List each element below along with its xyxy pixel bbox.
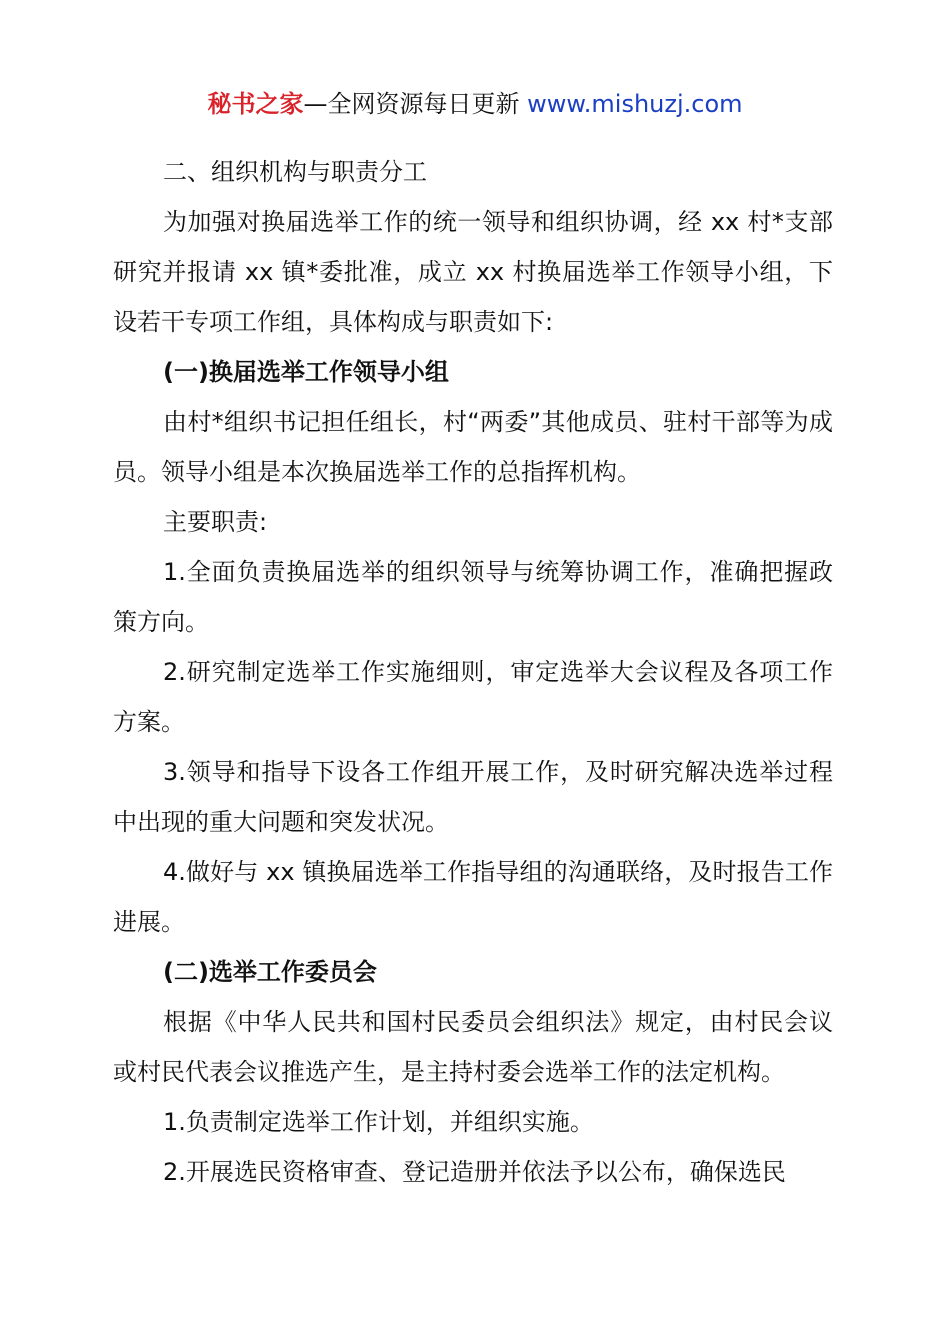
list-item: 3.领导和指导下设各工作组开展工作，及时研究解决选举过程中出现的重大问题和突发状况。 <box>113 758 833 836</box>
list-item: 2.研究制定选举工作实施细则，审定选举大会议程及各项工作方案。 <box>113 658 833 736</box>
body-paragraph: 由村*组织书记担任组长，村“两委”其他成员、驻村干部等为成员。领导小组是本次换届选举工作的总指挥机构。 <box>113 408 833 486</box>
header-slogan: —全网资源每日更新 <box>303 90 520 118</box>
body-paragraph: 为加强对换届选举工作的统一领导和组织协调，经 xx 村*支部研究并报请 xx 镇*委批准，成立 xx 村换届选举工作领导小组，下设若干专项工作组，具体构成与职责如下: <box>113 208 833 336</box>
document-body <box>113 147 833 1197</box>
watermark-header <box>0 86 950 122</box>
list-item: 4.做好与 xx 镇换届选举工作指导组的沟通联络，及时报告工作进展。 <box>113 858 833 936</box>
list-item: 1.负责制定选举工作计划，并组织实施。 <box>163 1108 594 1136</box>
section-heading: 二、组织机构与职责分工 <box>163 158 427 186</box>
header-brand: 秘书之家 <box>207 90 304 118</box>
subsection-heading: (二)选举工作委员会 <box>163 958 377 986</box>
subsection-heading: (一)换届选举工作领导小组 <box>163 358 449 386</box>
body-paragraph: 根据《中华人民共和国村民委员会组织法》规定，由村民会议或村民代表会议推选产生，是主持村委会选举工作的法定机构。 <box>113 1008 833 1086</box>
list-item: 1.全面负责换届选举的组织领导与统筹协调工作，准确把握政策方向。 <box>113 558 833 636</box>
list-item: 2.开展选民资格审查、登记造册并依法予以公布，确保选民 <box>163 1158 786 1186</box>
duties-label: 主要职责: <box>163 508 268 536</box>
header-url[interactable]: www.mishuzj.com <box>527 90 743 118</box>
